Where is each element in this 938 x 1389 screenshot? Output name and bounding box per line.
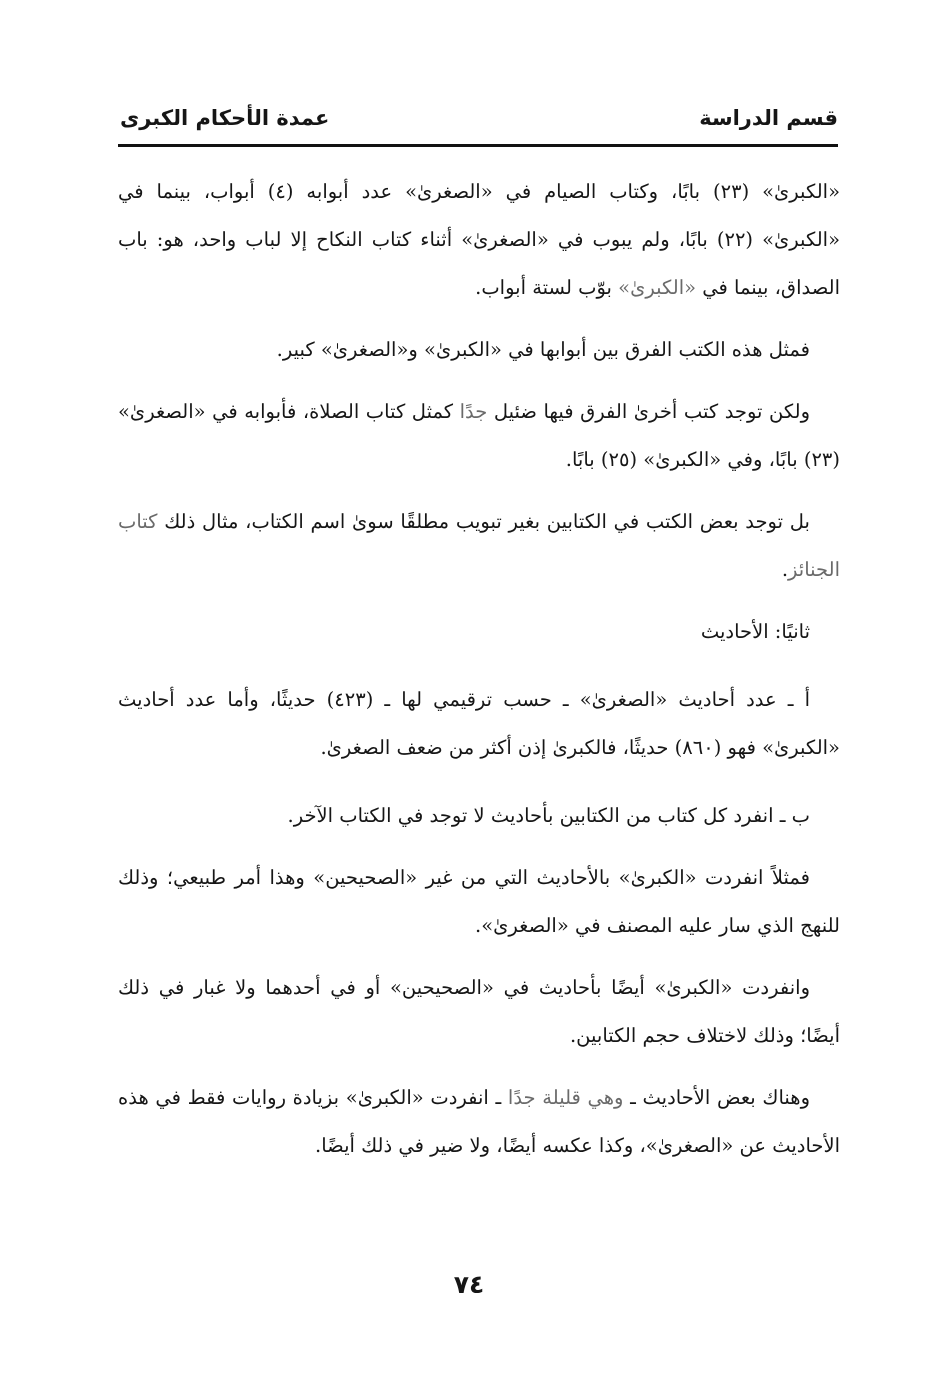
paragraph-6	[118, 676, 840, 772]
paragraph-4	[118, 498, 840, 594]
paragraph-9-text: وانفردت «الكبرىٰ» أيضًا بأحاديث في «الصحيحين» أو في أحدهما ولا غبار في ذلك أيضًا؛ وذلك لاختلاف حجم الكتابين.	[118, 976, 840, 1047]
section-heading-text: ثانيًا: الأحاديث	[700, 620, 810, 643]
paragraph-3-text: ولكن توجد كتب أخرىٰ الفرق فيها ضئيل	[487, 400, 810, 423]
paragraph-1	[118, 168, 840, 312]
paragraph-10-text: وهناك بعض الأحاديث ـ	[623, 1086, 810, 1109]
paragraph-10-text-end: ـ انفردت «الكبرىٰ» بزيادة روايات فقط في هذه الأحاديث عن «الصغرىٰ»، وكذا عكسه أيضًا، ولا ضير في ذلك أيضًا.	[118, 1086, 840, 1157]
paragraph-6-text: أ ـ عدد أحاديث «الصغرىٰ» ـ حسب ترقيمي لها ـ (٤٢٣) حديثًا، وأما عدد أحاديث «الكبرىٰ» فهو (٨٦٠) حديثًا، فالكبرىٰ إذن أكثر من ضعف الصغرىٰ.	[118, 688, 840, 759]
paragraph-3-text-end: كمثل كتاب الصلاة، فأبوابه في «الصغرىٰ» (٢٣) بابًا، وفي «الكبرىٰ» (٢٥) بابًا.	[118, 400, 840, 471]
paragraph-2	[118, 326, 840, 374]
paragraph-4-text: بل توجد بعض الكتب في الكتابين بغير تبويب مطلقًا سوىٰ اسم الكتاب، مثال ذلك	[157, 510, 810, 533]
page-number: ٧٤	[453, 1270, 485, 1299]
paragraph-3	[118, 388, 840, 484]
paragraph-2-text: فمثل هذه الكتب الفرق بين أبوابها في «الكبرىٰ» و«الصغرىٰ» كبير.	[276, 338, 810, 361]
page-body	[118, 168, 840, 1184]
paragraph-10-faint-text: وهي قليلة جدًا	[507, 1086, 624, 1109]
paragraph-8	[118, 854, 840, 950]
paragraph-3-faint-text: جدًا	[459, 400, 488, 423]
paragraph-1-text-end: بوّب لستة أبواب.	[475, 276, 619, 299]
paragraph-1-text: «الكبرىٰ» (٢٣) بابًا، وكتاب الصيام في «الصغرىٰ» عدد أبوابه (٤) أبواب، بينما في «الكبرىٰ» (٢٢) بابًا، ولم يبوب في «الصغرىٰ» أثناء كتاب النكاح إلا لباب واحد، هو: باب الصداق، بينما في	[118, 180, 841, 299]
paragraph-1-faint-text: «الكبرىٰ»	[618, 276, 697, 299]
paragraph-8-text: فمثلاً انفردت «الكبرىٰ» بالأحاديث التي من غير «الصحيحين» وهذا أمر طبيعي؛ وذلك للنهج الذي سار عليه المصنف في «الصغرىٰ».	[118, 866, 840, 937]
section-title: قسم الدراسة	[699, 106, 838, 130]
paragraph-4-faint-text: كتاب الجنائز	[118, 510, 840, 581]
header-rule	[118, 144, 838, 147]
book-title: عمدة الأحكام الكبرى	[120, 106, 330, 130]
paragraph-10	[118, 1074, 840, 1170]
paragraph-7-text: ب ـ انفرد كل كتاب من الكتابين بأحاديث لا توجد في الكتاب الآخر.	[287, 804, 810, 827]
paragraph-4-text-end: .	[781, 558, 789, 581]
section-heading-hadiths	[118, 608, 840, 656]
running-header	[118, 102, 838, 142]
paragraph-7	[118, 792, 840, 840]
paragraph-9	[118, 964, 840, 1060]
